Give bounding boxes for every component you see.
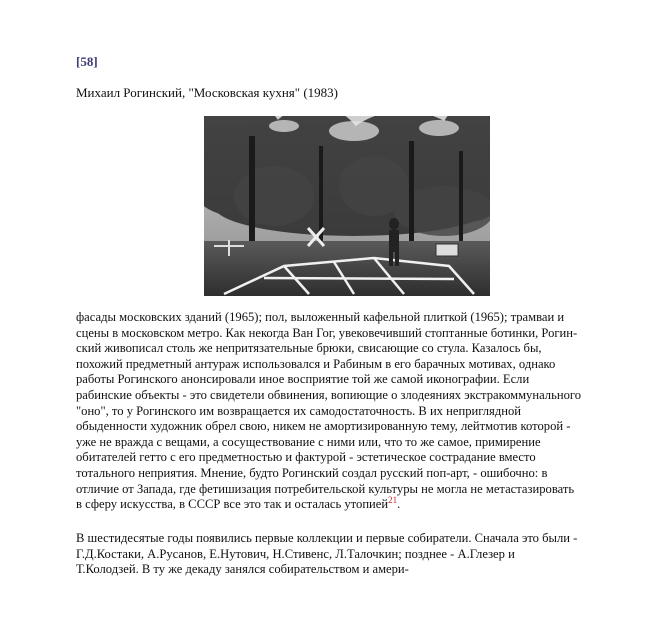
body-paragraph-2	[76, 531, 606, 578]
page-reference-link[interactable]: [58]	[76, 54, 98, 69]
text-line: В шестидесятые годы появились первые коллекции и первые собиратели. Сначала это были -	[76, 531, 578, 545]
period: .	[397, 497, 401, 512]
text-line: фасады московских зданий (1965); пол, выложенный кафельной плиткой (1965); трамваи и	[76, 310, 565, 324]
text-line: ский живописал столь же непритязательные брюки, свисающие со стула. Казалось бы,	[76, 341, 542, 356]
text-line: похожий предметный антураж использовался и Рабиным в его барачных мотивах, однако	[76, 356, 556, 371]
text-line: "оно", то у Рогинского им возвращается их самодостаточность. В их неприглядной	[76, 403, 522, 418]
text-line-last	[76, 494, 606, 513]
text-line: Т.Колодзей. В ту же декаду занялся собирательством и амери-	[76, 562, 409, 577]
artwork-photo	[204, 116, 490, 296]
text-line: Г.Д.Костаки, А.Русанов, Е.Нутович, Н.Стивенс, Л.Талочкин; позднее - А.Глезер и	[76, 546, 515, 561]
footnote-link[interactable]: 21	[388, 494, 398, 505]
text-line: сцены в московском метро. Как некогда Ван Гог, увековечивший стоптанные ботинки, Рогин-	[76, 325, 578, 340]
text-line: уже не вражда с вещами, а сосуществование с ними или, что то же самое, примирение	[76, 434, 541, 449]
figure-caption: Михаил Рогинский, "Московская кухня" (1983)	[76, 85, 338, 100]
text-line-last-content: в сферу искусства, в СССР все это так и осталась утопией	[76, 497, 389, 512]
text-line: работы Рогинского анонсировали иное восприятие той же самой иконографии. Если	[76, 372, 530, 387]
text-line: тотального неприятия. Мнение, будто Рогинский создал русский поп-арт, - ошибочно: в	[76, 465, 548, 480]
text-line: обыденности художник обрел свою, никем не амортизированную тему, лейтмотив которой -	[76, 419, 571, 434]
text-line: отличие от Запада, где фетишизация потребительской культуры не могла не метастазировать	[76, 481, 575, 496]
text-line: обитателей гетто с его предметностью и фактурой - эстетическое сострадание вместо	[76, 450, 536, 465]
text-line: рабинские объекты - это свидетели обвинения, вопиющие о злодеяниях экстракоммунального	[76, 387, 582, 402]
body-paragraph-1	[76, 310, 606, 513]
